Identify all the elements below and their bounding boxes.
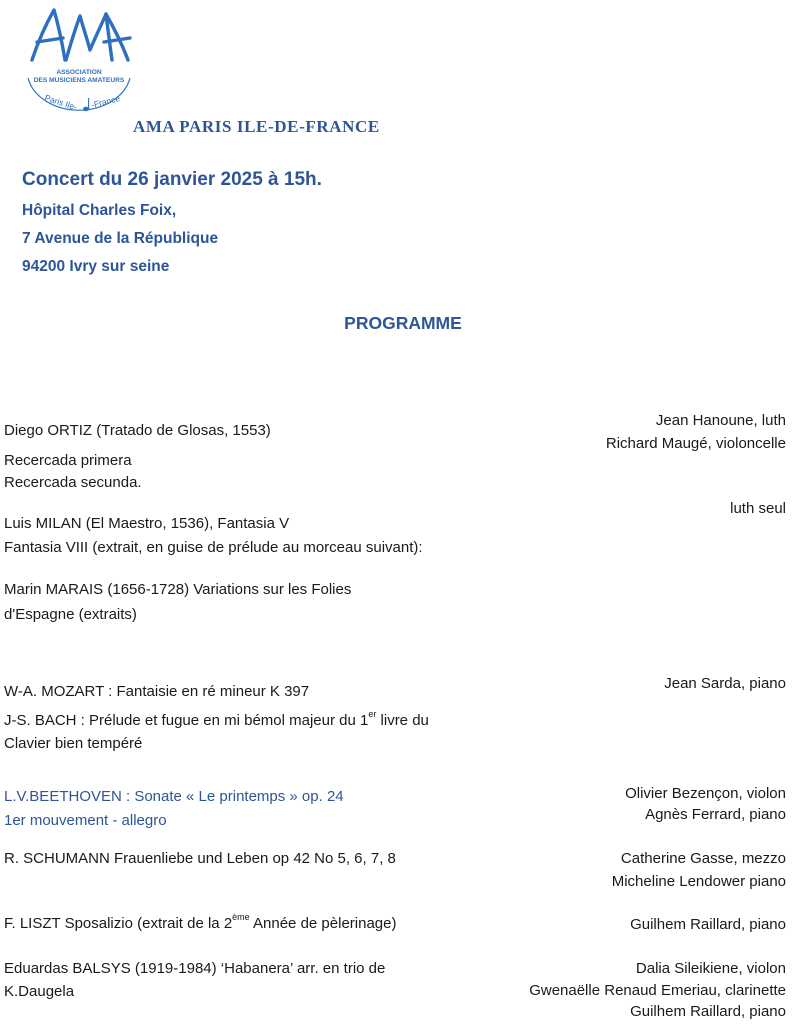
program-bach-line2: Clavier bien tempéré xyxy=(4,735,143,752)
program-milan-piece: Fantasia VIII (extrait, en guise de prélude au morceau suivant): xyxy=(4,539,423,556)
performer-mauge: Richard Maugé, violoncelle xyxy=(605,435,786,452)
program-schumann: R. SCHUMANN Frauenliebe und Leben op 42 No 5, 6, 7, 8 xyxy=(4,850,396,867)
logo-line1: ASSOCIATION xyxy=(56,69,102,76)
program-balsys-line1: Eduardas BALSYS (1919-1984) ‘Habanera’ arr. en trio de xyxy=(4,960,386,977)
performer-raillard-2: Guilhem Raillard, piano xyxy=(630,1003,786,1020)
program-milan: Luis MILAN (El Maestro, 1536), Fantasia V xyxy=(4,515,290,532)
performer-luth-seul: luth seul xyxy=(730,500,786,517)
logo-line2: DES MUSICIENS AMATEURS xyxy=(33,77,125,84)
program-mozart: W-A. MOZART : Fantaisie en ré mineur K 397 xyxy=(4,683,310,700)
program-beethoven-line1: L.V.BEETHOVEN : Sonate « Le printemps » op. 24 xyxy=(4,788,344,805)
program-beethoven-line2: 1er mouvement - allegro xyxy=(4,812,167,829)
association-title: AMA PARIS ILE-DE-FRANCE xyxy=(133,117,380,136)
performer-raillard-1: Guilhem Raillard, piano xyxy=(630,916,786,933)
program-balsys-line2: K.Daugela xyxy=(4,983,75,1000)
program-ortiz-piece1: Recercada primera xyxy=(4,452,132,469)
venue-street: 7 Avenue de la République xyxy=(22,230,219,247)
venue-city: 94200 Ivry sur seine xyxy=(22,258,170,275)
performer-emeriau: Gwenaëlle Renaud Emeriau, clarinette xyxy=(529,982,786,999)
performer-bezencon: Olivier Bezençon, violon xyxy=(625,785,786,802)
performer-lendower: Micheline Lendower piano xyxy=(611,873,786,890)
program-marais-line2: d'Espagne (extraits) xyxy=(4,606,137,623)
program-ortiz-piece2: Recercada secunda. xyxy=(4,474,142,491)
music-note-icon xyxy=(83,98,89,111)
svg-text:Paris Ile- xyxy=(43,92,78,112)
logo-arc-before: Paris Ile- xyxy=(43,92,79,113)
logo-arc-after: -France xyxy=(90,93,121,110)
performer-ferrard: Agnès Ferrard, piano xyxy=(645,806,786,823)
concert-title: Concert du 26 janvier 2025 à 15h. xyxy=(22,169,322,190)
program-liszt: F. LISZT Sposalizio (extrait de la 2ème Année de pèlerinage) xyxy=(4,912,397,932)
performer-hanoune: Jean Hanoune, luth xyxy=(655,412,786,429)
ama-logo xyxy=(18,2,140,118)
performer-sarda: Jean Sarda, piano xyxy=(664,675,786,692)
programme-heading: PROGRAMME xyxy=(344,313,462,333)
svg-text:-France xyxy=(90,93,121,110)
program-marais-line1: Marin MARAIS (1656-1728) Variations sur les Folies xyxy=(4,581,352,598)
performer-sileikiene: Dalia Sileikiene, violon xyxy=(635,960,786,977)
performer-gasse: Catherine Gasse, mezzo xyxy=(620,850,786,867)
program-bach-line1: J-S. BACH : Prélude et fugue en mi bémol majeur du 1er livre du xyxy=(4,709,429,729)
venue-name: Hôpital Charles Foix, xyxy=(22,202,177,219)
program-ortiz: Diego ORTIZ (Tratado de Glosas, 1553) xyxy=(4,422,271,439)
